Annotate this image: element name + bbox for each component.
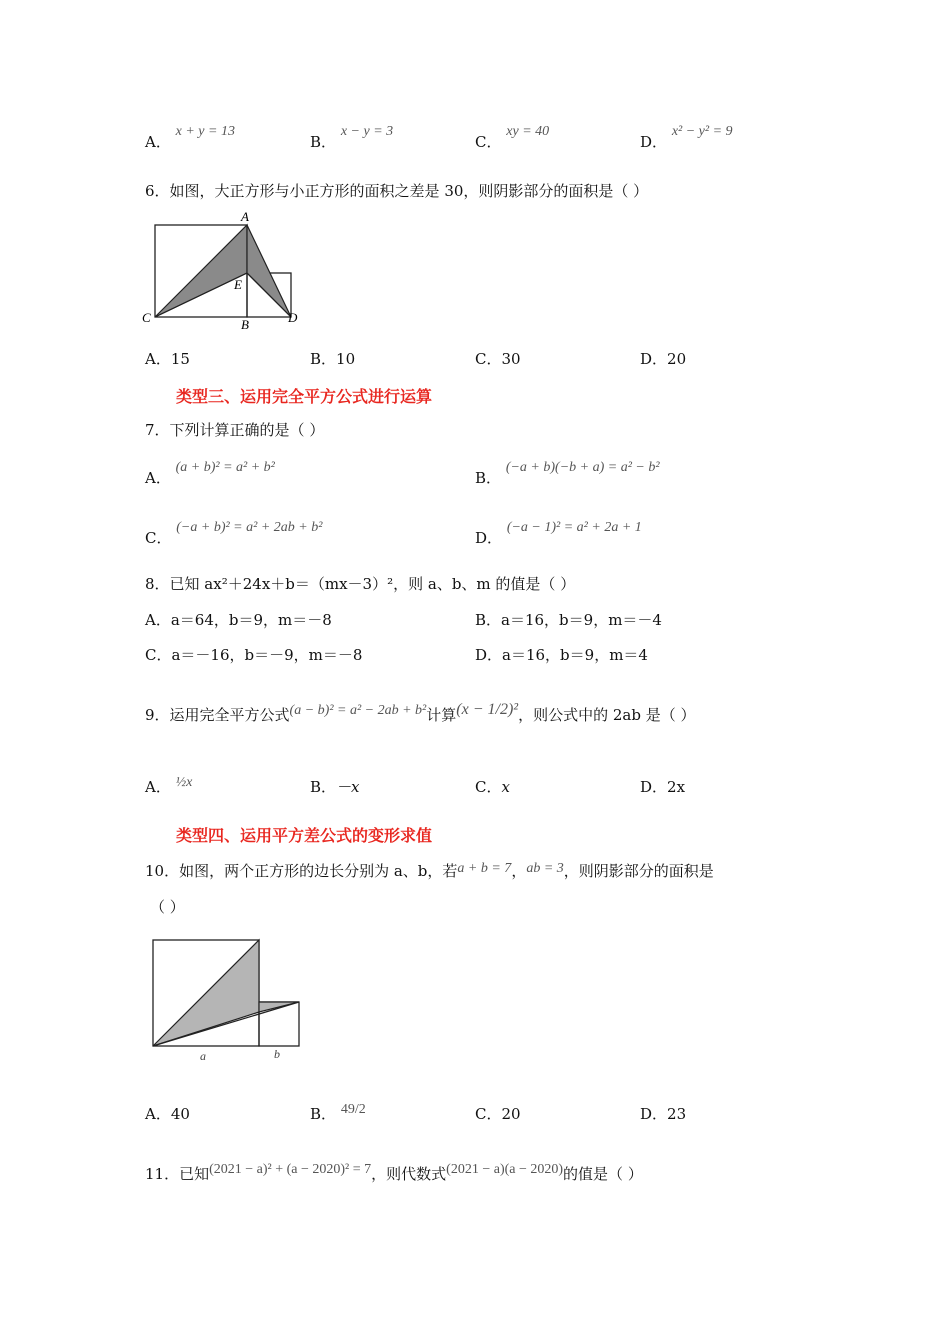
- option-letter: D．: [640, 1105, 668, 1123]
- q7-option-a[interactable]: [145, 460, 275, 488]
- q6-figure: [138, 206, 308, 334]
- option-letter: D．: [640, 350, 668, 368]
- q6-option-a[interactable]: [145, 348, 190, 369]
- q7-option-d[interactable]: [475, 520, 642, 548]
- q9-option-c[interactable]: [475, 776, 510, 797]
- q9-stem-middle: 计算: [426, 706, 457, 724]
- option-text: 49/2: [340, 1102, 366, 1117]
- q10-option-a[interactable]: [145, 1103, 190, 1124]
- q10-stem: [145, 860, 714, 881]
- q11-stem-middle: ，则代数式: [371, 1165, 447, 1183]
- option-letter: D．: [475, 646, 503, 664]
- q10-stem-suffix: ，则阴影部分的面积是: [563, 862, 714, 880]
- q8-option-d[interactable]: [475, 644, 648, 665]
- q7-option-b[interactable]: [475, 460, 660, 488]
- option-letter: B．: [475, 611, 502, 629]
- q8-option-a[interactable]: [145, 609, 332, 630]
- q9-expression: (x − 1/2)²: [456, 701, 519, 718]
- option-text: x + y = 13: [175, 124, 235, 139]
- q8-stem: 8．已知 ax²＋24x＋b＝（mx－3）²，则 a、b、m 的值是（ ）: [145, 575, 576, 593]
- label-d: D: [288, 310, 298, 325]
- option-text: (−a + b)(−b + a) = a² − b²: [505, 460, 660, 475]
- q6-option-d[interactable]: [640, 348, 686, 369]
- option-letter: A．: [145, 350, 171, 368]
- q10-condition-1: a + b = 7: [457, 861, 512, 876]
- option-text: (a + b)² = a² + b²: [175, 460, 275, 475]
- q10-condition-2: ab = 3: [526, 861, 564, 876]
- label-c: C: [142, 310, 151, 325]
- q6-option-b[interactable]: [310, 348, 355, 369]
- label-b: B: [241, 317, 249, 332]
- q10-figure: [148, 934, 308, 1066]
- label-e: E: [234, 277, 242, 292]
- option-text: 40: [170, 1105, 190, 1123]
- label-a: A: [241, 209, 249, 224]
- option-text: a＝－16，b＝－9，m＝－8: [171, 646, 363, 664]
- option-letter: A．: [145, 133, 171, 151]
- q9-stem: [145, 701, 696, 725]
- option-letter: C．: [475, 350, 502, 368]
- option-text: 10: [336, 350, 356, 368]
- option-text: a＝16，b＝9，m＝－4: [501, 611, 662, 629]
- q9-stem-suffix: ，则公式中的 2ab 是（ ）: [518, 706, 696, 724]
- q7-stem: 7．下列计算正确的是（ ）: [145, 421, 325, 439]
- q5-option-b[interactable]: [310, 124, 394, 152]
- q9-option-d[interactable]: [640, 776, 685, 797]
- option-text: x − y = 3: [340, 124, 394, 139]
- option-text: 2x: [667, 778, 686, 796]
- q11-expression: (2021 − a)(a − 2020): [446, 1162, 564, 1177]
- q10-stem-line2: （ ）: [150, 898, 185, 916]
- option-letter: B．: [310, 350, 337, 368]
- option-text: 15: [170, 350, 190, 368]
- q9-option-b[interactable]: [310, 776, 360, 797]
- q10-option-b[interactable]: [310, 1103, 366, 1124]
- option-text: (−a + b)² = a² + 2ab + b²: [176, 520, 323, 535]
- option-letter: A．: [145, 611, 171, 629]
- option-letter: C．: [475, 133, 502, 151]
- q5-option-a[interactable]: [145, 124, 235, 152]
- option-text: a＝16，b＝9，m＝4: [502, 646, 648, 664]
- option-text: a＝64，b＝9，m＝－8: [170, 611, 332, 629]
- shaded-triangle-left: [155, 225, 247, 317]
- option-text: (−a − 1)² = a² + 2a + 1: [506, 520, 642, 535]
- option-letter: B．: [310, 133, 337, 151]
- q10-option-d[interactable]: [640, 1103, 686, 1124]
- option-letter: B．: [310, 778, 337, 796]
- option-text: xy = 40: [506, 124, 550, 139]
- q11-stem-prefix: 11．已知: [145, 1165, 210, 1183]
- option-text: 23: [667, 1105, 687, 1123]
- option-text: x: [501, 778, 510, 796]
- q11-given-equation: (2021 − a)² + (a − 2020)² = 7: [209, 1162, 372, 1177]
- q7-option-c[interactable]: [145, 520, 323, 548]
- option-letter: D．: [640, 133, 668, 151]
- q6-stem: 6．如图，大正方形与小正方形的面积之差是 30，则阴影部分的面积是（ ）: [145, 182, 649, 200]
- section-heading-4: 类型四、运用平方差公式的变形求值: [176, 826, 433, 845]
- q9-stem-prefix: 9．运用完全平方公式: [145, 706, 290, 724]
- option-text: x² − y² = 9: [671, 124, 733, 139]
- option-letter: C．: [145, 646, 172, 664]
- q10-option-c[interactable]: [475, 1103, 521, 1124]
- q8-option-b[interactable]: [475, 609, 662, 630]
- option-letter: C．: [475, 778, 502, 796]
- q5-option-d[interactable]: [640, 124, 733, 152]
- q5-option-c[interactable]: [475, 124, 550, 152]
- option-letter: A．: [145, 469, 171, 487]
- section-heading-3: 类型三、运用完全平方公式进行运算: [176, 387, 433, 406]
- q9-option-a[interactable]: [145, 776, 192, 797]
- label-a: a: [200, 1049, 206, 1063]
- option-letter: B．: [475, 469, 502, 487]
- option-text: 20: [501, 1105, 521, 1123]
- option-text: －x: [336, 778, 360, 796]
- q8-option-c[interactable]: [145, 644, 362, 665]
- option-text: 30: [501, 350, 521, 368]
- q11-stem-suffix: 的值是（ ）: [563, 1165, 643, 1183]
- option-letter: B．: [310, 1105, 337, 1123]
- option-letter: C．: [145, 529, 172, 547]
- q10-separator: ，: [511, 862, 527, 880]
- shaded-triangle-right: [247, 225, 291, 317]
- option-letter: A．: [145, 778, 171, 796]
- option-letter: A．: [145, 1105, 171, 1123]
- q6-option-c[interactable]: [475, 348, 521, 369]
- option-letter: C．: [475, 1105, 502, 1123]
- q9-formula: (a − b)² = a² − 2ab + b²: [289, 703, 427, 718]
- option-text: ½x: [175, 775, 193, 790]
- option-letter: D．: [640, 778, 668, 796]
- label-b: b: [274, 1047, 280, 1061]
- q10-stem-prefix: 10．如图，两个正方形的边长分别为 a、b，若: [145, 862, 458, 880]
- option-text: 20: [667, 350, 687, 368]
- option-letter: D．: [475, 529, 503, 547]
- q11-stem: [145, 1163, 643, 1184]
